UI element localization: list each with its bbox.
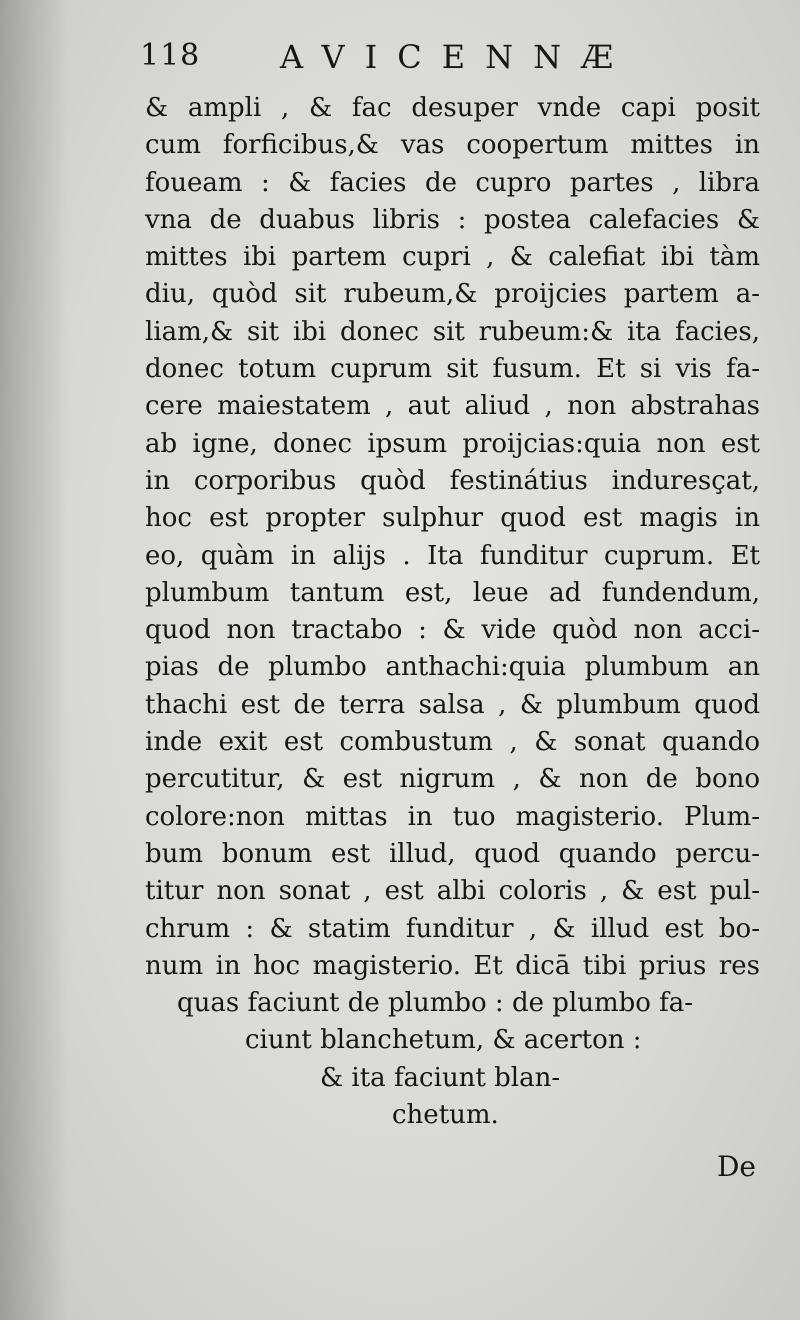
text-line: cum forficibus,& vas coopertum mittes in	[145, 130, 760, 161]
text-line: & ampli , & fac desuper vnde capi posit	[145, 93, 760, 123]
text-line: foueam : & facies de cupro partes , libra	[145, 167, 760, 198]
text-line: ab igne, donec ipsum proijcias:quia non est	[145, 428, 760, 459]
text-line: mittes ibi partem cupri , & calefiat ibi tàm	[145, 242, 760, 273]
text-line: inde exit est combustum , & sonat quando	[145, 727, 760, 758]
text-line: pias de plumbo anthachi:quia plumbum an	[145, 652, 760, 683]
text-line: hoc est propter sulphur quod est magis in	[145, 503, 760, 534]
text-line: liam,& sit ibi donec sit rubeum:& ita facies,	[145, 316, 760, 347]
text-line: diu, quòd sit rubeum,& proijcies partem a-	[145, 279, 760, 310]
text-line: colore:non mittas in tuo magisterio. Plum-	[145, 801, 760, 832]
text-line: bum bonum est illud, quod quando percu-	[145, 838, 760, 869]
text-line: thachi est de terra salsa , & plumbum quod	[145, 689, 760, 720]
text-line: cere maiestatem , aut aliud , non abstrahas	[145, 391, 760, 422]
text-line: chrum : & statim funditur , & illud est bo-	[145, 913, 760, 944]
body-text	[145, 90, 760, 1134]
page-number: 118	[140, 38, 201, 73]
text-line: vna de duabus libris : postea calefacies &	[145, 204, 760, 235]
text-line: quod non tractabo : & vide quòd non acci-	[145, 615, 760, 646]
catchword: De	[716, 1150, 756, 1183]
text-line: eo, quàm in alijs . Ita funditur cuprum. Et	[145, 540, 760, 571]
text-line: titur non sonat , est albi coloris , & est pul-	[145, 876, 760, 907]
text-line: chetum.	[392, 1100, 499, 1131]
text-line: percutitur, & est nigrum , & non de bono	[145, 764, 760, 795]
text-line: num in hoc magisterio. Et dicā tibi prius res	[145, 950, 760, 981]
text-line: & ita faciunt blan-	[320, 1062, 561, 1093]
text-line: ciunt blanchetum, & acerton :	[245, 1025, 642, 1056]
text-line: quas faciunt de plumbo : de plumbo fa-	[177, 988, 694, 1019]
text-line: plumbum tantum est, leue ad fundendum,	[145, 577, 760, 608]
running-head: AVICENNÆ	[280, 38, 634, 76]
text-line: in corporibus quòd festinátius induresçat,	[145, 465, 760, 496]
text-line: donec totum cuprum sit fusum. Et si vis fa-	[145, 354, 760, 385]
